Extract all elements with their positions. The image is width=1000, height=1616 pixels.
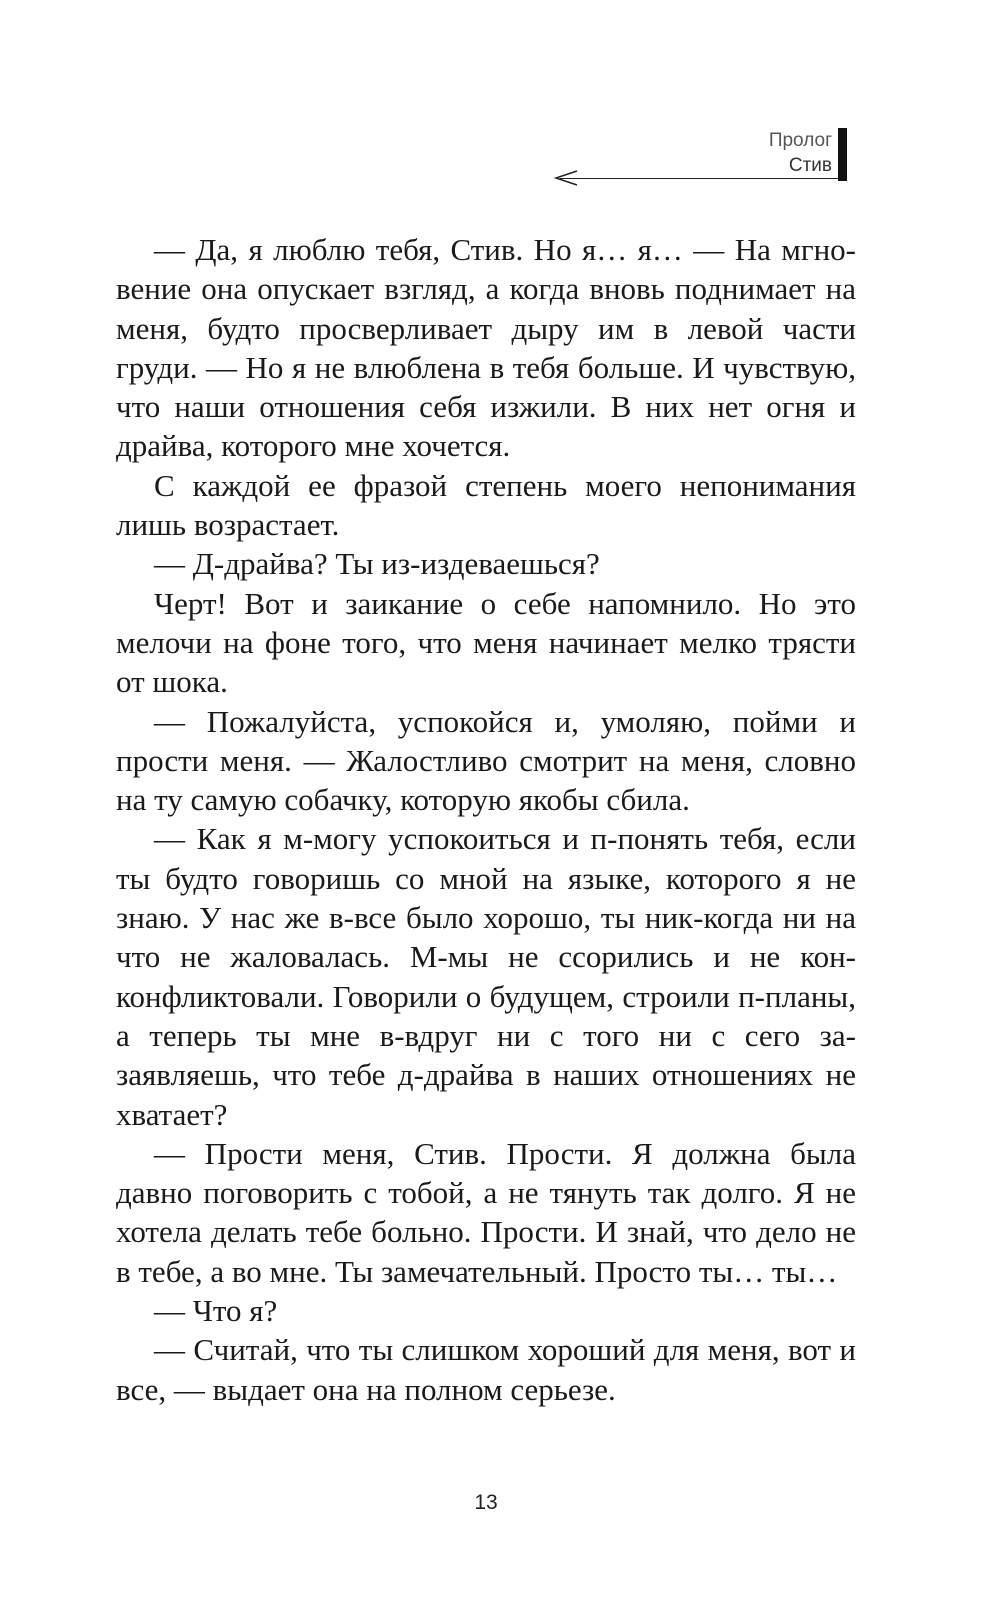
running-head-rule: [560, 178, 838, 179]
paragraph: — Что я?: [154, 1293, 278, 1329]
running-head-bar: [838, 128, 847, 181]
running-head-character: Стив: [788, 155, 832, 176]
paragraph: — Д-драйва? Ты из-издеваешься?: [154, 546, 600, 582]
running-head-section: Пролог: [768, 130, 832, 151]
paragraph: — Пожалуйста, успокойся и, умоляю, пойми и прости меня. — Жалостливо смотрит на меня, словно на ту самую собачку, которую якобы сбила.: [116, 703, 856, 818]
paragraph: — Прости меня, Стив. Прости. Я должна была давно поговорить с тобой, а не тянуть так долго. Я не хотела делать тебе больно. Прости. И знай, что дело не в тебе, а во мне. Ты замечательный. Просто ты… ты…: [116, 1135, 856, 1289]
paragraph: — Да, я люблю тебя, Стив. Но я… я… — На мгновение она опускает взгляд, а когда вновь поднимает на меня, будто просверливает дыру им в левой части груди. — Но я не влюблена в тебя больше. И чувствую, что наши отношения себя изжили. В них нет огня и драйва, которого мне хочется.: [116, 232, 856, 464]
paragraph: — Как я м-могу успокоиться и п-понять тебя, если ты будто говоришь со мной на языке, которого я не знаю. У нас же в-все было хорошо, ты ник-когда ни на что не жаловалась. М-мы не ссорились и не кон-конфликтовали. Говорили о будущем, строили п-планы, а теперь ты мне в-вдруг ни с того ни с сего за-заявляешь, что тебе д-драйва в наших отношениях не хватает?: [116, 821, 856, 1132]
paragraph: — Считай, что ты слишком хороший для меня, вот и все, — выдает она на полном серьезе.: [116, 1332, 856, 1407]
paragraph: С каждой ее фразой степень моего непонимания лишь возрастает.: [116, 467, 856, 543]
running-head: [769, 128, 832, 178]
page-number: 13: [474, 1491, 498, 1514]
arrow-left-icon: [553, 169, 579, 187]
body-text: [116, 230, 856, 1409]
paragraph: Черт! Вот и заикание о себе напомнило. Но это мелочи на фоне того, что меня начинает мелко трясти от шока.: [116, 585, 856, 700]
